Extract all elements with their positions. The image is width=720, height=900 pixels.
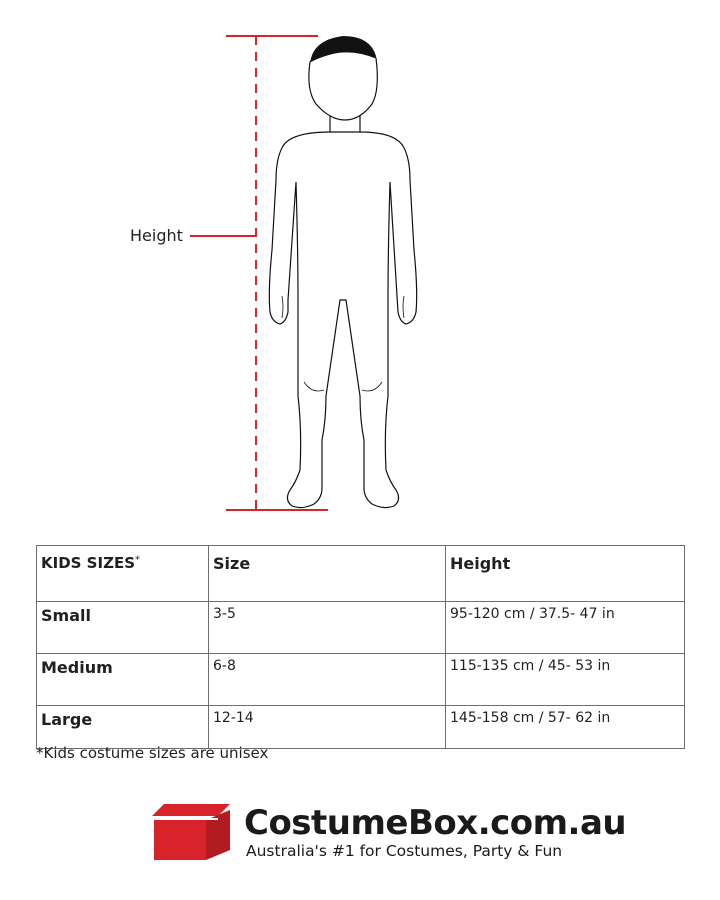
brand-name: CostumeBox — [244, 803, 478, 843]
header-size — [209, 546, 446, 602]
row-size: 6-8 — [209, 654, 446, 706]
header-superscript: * — [135, 554, 140, 566]
row-size: 3-5 — [209, 602, 446, 654]
table-row — [37, 654, 685, 706]
row-label: Small — [37, 602, 209, 654]
row-label: Medium — [37, 654, 209, 706]
header-size-text: Size — [213, 554, 251, 573]
table-row — [37, 706, 685, 749]
row-label: Large — [37, 706, 209, 749]
row-size: 12-14 — [209, 706, 446, 749]
table-header-row — [37, 546, 685, 602]
brand-domain: .com.au — [477, 803, 627, 843]
size-chart-table — [36, 545, 685, 749]
row-height: 145-158 cm / 57- 62 in — [446, 706, 685, 749]
brand-tagline: Australia's #1 for Costumes, Party & Fun — [246, 842, 563, 860]
row-height: 95-120 cm / 37.5- 47 in — [446, 602, 685, 654]
header-kids-sizes — [37, 546, 209, 602]
unisex-footnote: *Kids costume sizes are unisex — [36, 744, 269, 762]
header-height — [446, 546, 685, 602]
table-row — [37, 602, 685, 654]
brand-wordmark — [244, 803, 626, 843]
header-height-text: Height — [450, 554, 511, 573]
head-outline — [309, 52, 377, 120]
row-height: 115-135 cm / 45- 53 in — [446, 654, 685, 706]
box-side-shape — [206, 810, 230, 860]
box-front-shape — [154, 820, 206, 860]
box-lid-shape — [152, 804, 230, 816]
header-kids-sizes-text: KIDS SIZES — [41, 554, 135, 572]
body-outline — [269, 132, 416, 508]
height-label: Height — [130, 226, 183, 245]
